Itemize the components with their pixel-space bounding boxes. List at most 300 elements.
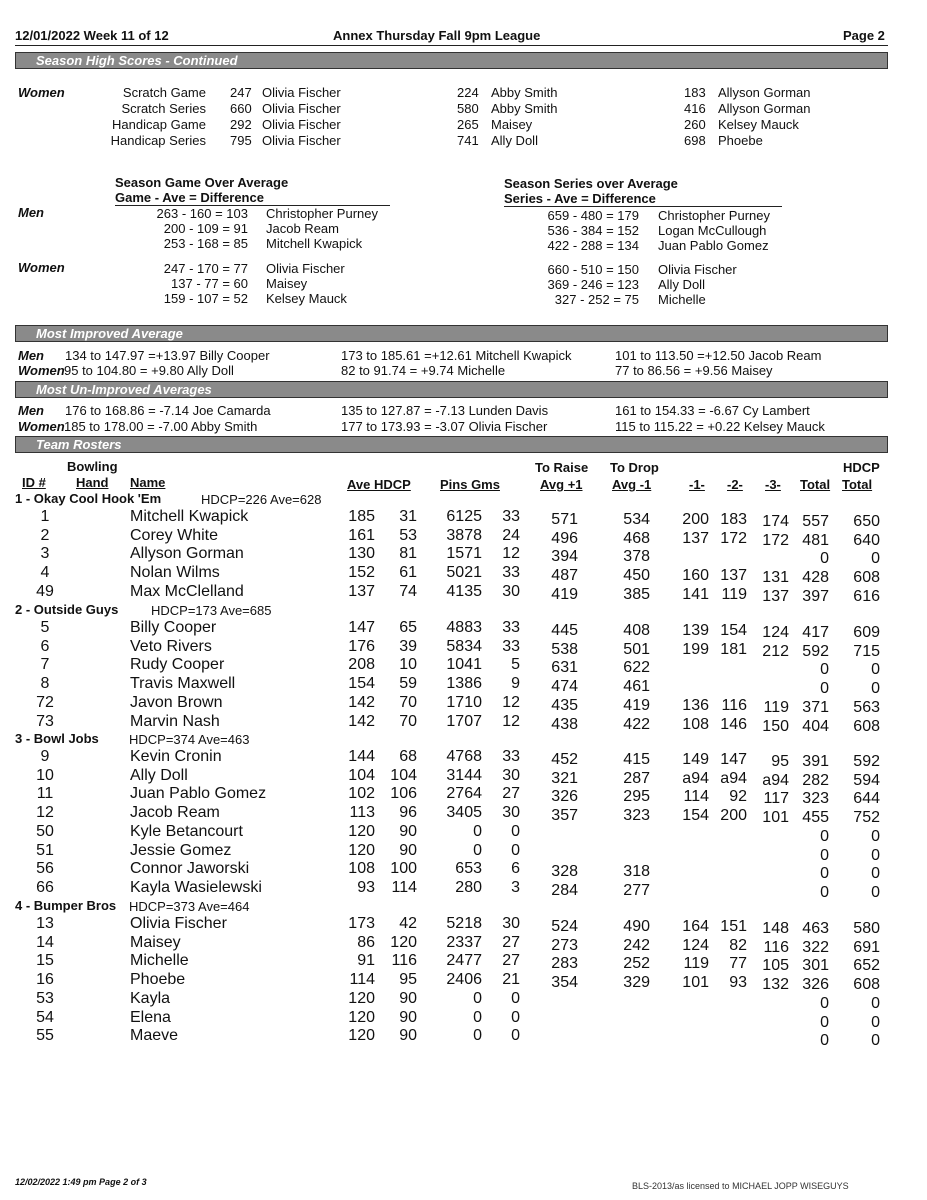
player-game2: 154 <box>720 622 747 639</box>
player-name: Kayla <box>130 989 171 1007</box>
player-game3: 148 <box>762 920 789 937</box>
player-pins: 3878 <box>446 526 482 544</box>
hdr-pins-gms: Pins Gms <box>440 477 500 492</box>
player-average: 120 <box>348 1027 375 1045</box>
player-pins: 280 <box>455 878 482 896</box>
player-to-drop: 242 <box>623 936 650 954</box>
player-name: Jacob Ream <box>130 804 220 822</box>
player-game3: 116 <box>763 938 789 956</box>
over-average-formula: 660 - 510 = 150 <box>547 262 639 277</box>
player-id: 14 <box>36 933 54 951</box>
season-high-score: 265 <box>457 117 479 132</box>
player-id: 73 <box>36 712 54 730</box>
improved-men-label: Men <box>18 348 44 363</box>
player-games: 6 <box>511 860 520 878</box>
player-game1: 119 <box>683 955 709 973</box>
improved-women-entry: 95 to 104.80 = +9.80 Ally Doll <box>64 363 234 378</box>
player-pins: 0 <box>473 989 482 1007</box>
player-total: 301 <box>802 957 829 975</box>
player-to-raise: 631 <box>551 659 578 677</box>
player-id: 49 <box>36 582 54 600</box>
player-name: Maeve <box>130 1027 179 1045</box>
player-to-raise: 571 <box>551 511 578 528</box>
player-hdcp: 90 <box>399 1008 417 1026</box>
player-hdcp: 61 <box>399 564 417 582</box>
player-hdcp: 74 <box>399 582 417 600</box>
player-id: 51 <box>36 841 54 859</box>
over-average-formula: 327 - 252 = 75 <box>554 292 639 307</box>
player-to-raise: 487 <box>551 567 578 585</box>
player-game2: 146 <box>720 715 747 733</box>
player-pins: 653 <box>455 860 482 878</box>
player-to-raise: 445 <box>551 622 578 639</box>
season-high-name: Phoebe <box>718 133 763 148</box>
player-game3: 137 <box>762 587 789 605</box>
player-game2: 116 <box>721 696 747 714</box>
player-hdcp-total: 0 <box>871 994 880 1012</box>
hdr-total: Total <box>800 477 831 492</box>
player-hdcp-total: 0 <box>871 661 880 679</box>
player-games: 0 <box>511 822 520 840</box>
player-pins: 1386 <box>446 675 482 693</box>
player-game2: 82 <box>729 936 747 954</box>
player-games: 12 <box>502 693 520 711</box>
player-average: 130 <box>348 545 375 563</box>
player-total: 0 <box>820 680 829 698</box>
player-average: 173 <box>348 915 375 932</box>
player-name: Phoebe <box>130 971 186 989</box>
player-name: Billy Cooper <box>130 619 217 636</box>
season-high-score: 260 <box>684 117 706 132</box>
player-average: 147 <box>348 619 375 636</box>
hdr-bowling: Bowling <box>67 459 118 474</box>
player-hdcp-total: 0 <box>871 846 880 864</box>
player-total: 0 <box>820 827 829 845</box>
over-average-name: Juan Pablo Gomez <box>658 238 769 253</box>
player-to-raise: 354 <box>551 974 578 992</box>
improved-men-entry: 101 to 113.50 =+12.50 Jacob Ream <box>615 348 822 363</box>
player-games: 21 <box>502 971 520 989</box>
team-title: 2 - Outside Guys <box>15 602 119 617</box>
player-to-drop: 385 <box>623 585 650 603</box>
season-high-category: Handicap Game <box>112 117 206 132</box>
player-pins: 1710 <box>446 693 482 711</box>
player-games: 12 <box>502 712 520 730</box>
player-to-raise: 524 <box>551 918 578 935</box>
player-game2: 92 <box>729 788 747 806</box>
player-total: 282 <box>802 771 829 789</box>
player-to-drop: 318 <box>623 863 650 881</box>
player-game1: 149 <box>682 751 709 768</box>
player-hdcp: 90 <box>399 989 417 1007</box>
player-games: 30 <box>502 804 520 822</box>
player-game1: 200 <box>682 511 709 528</box>
player-average: 113 <box>349 804 375 822</box>
player-hdcp-total: 594 <box>853 771 880 789</box>
player-hdcp-total: 715 <box>853 642 880 660</box>
player-id: 3 <box>40 545 50 563</box>
player-games: 5 <box>511 656 520 674</box>
player-total: 0 <box>820 1032 829 1050</box>
player-average: 152 <box>348 564 375 582</box>
player-name: Max McClelland <box>130 582 244 600</box>
player-total: 0 <box>820 865 829 883</box>
over-average-women-label: Women <box>18 260 65 275</box>
player-pins: 4768 <box>446 748 482 765</box>
player-hdcp: 100 <box>390 860 417 878</box>
season-high-score: 224 <box>457 85 479 100</box>
player-game3: 131 <box>762 569 789 587</box>
player-to-raise: 435 <box>551 696 578 714</box>
player-to-drop: 378 <box>623 548 650 566</box>
player-average: 120 <box>348 1008 375 1026</box>
player-to-drop: 450 <box>623 567 650 585</box>
player-game1: a94 <box>682 769 709 787</box>
over-average-name: Jacob Ream <box>266 221 339 236</box>
section-most-improved: Most Improved Average <box>15 325 888 342</box>
player-total: 371 <box>802 698 829 716</box>
player-total: 463 <box>802 920 829 937</box>
player-pins: 0 <box>473 1027 482 1045</box>
player-to-raise: 419 <box>551 585 578 603</box>
player-to-drop: 295 <box>623 788 650 806</box>
player-id: 5 <box>40 619 50 636</box>
player-pins: 4883 <box>446 619 482 636</box>
player-game1: 154 <box>682 807 709 825</box>
player-name: Jessie Gomez <box>130 841 232 859</box>
player-name: Nolan Wilms <box>130 564 220 582</box>
player-game1: 108 <box>682 715 709 733</box>
season-high-name: Maisey <box>491 117 533 132</box>
player-to-drop: 419 <box>623 696 650 714</box>
player-average: 176 <box>348 637 375 655</box>
player-games: 12 <box>502 545 520 563</box>
player-average: 208 <box>348 656 375 674</box>
over-average-men-label: Men <box>18 205 44 220</box>
season-high-score: 741 <box>457 133 479 148</box>
player-games: 30 <box>502 766 520 784</box>
player-hdcp: 70 <box>399 712 417 730</box>
player-average: 120 <box>348 822 375 840</box>
player-to-drop: 468 <box>623 529 650 547</box>
player-total: 557 <box>802 513 829 530</box>
player-id: 6 <box>40 637 50 655</box>
season-high-score: 292 <box>230 117 252 132</box>
player-game1: 199 <box>682 640 709 658</box>
player-games: 24 <box>502 526 520 544</box>
season-high-name: Olivia Fischer <box>262 85 341 100</box>
player-hdcp-total: 0 <box>871 883 880 901</box>
player-hdcp: 90 <box>399 822 417 840</box>
player-total: 417 <box>802 624 829 641</box>
season-high-score: 795 <box>230 133 252 148</box>
team-info: HDCP=173 Ave=685 <box>151 603 272 618</box>
player-average: 142 <box>348 712 375 730</box>
player-total: 592 <box>802 642 829 660</box>
player-average: 86 <box>357 933 375 951</box>
player-hdcp: 70 <box>399 693 417 711</box>
player-to-raise: 496 <box>551 529 578 547</box>
player-games: 27 <box>502 933 520 951</box>
player-hdcp: 59 <box>399 675 417 693</box>
player-total: 0 <box>820 883 829 901</box>
player-pins: 1571 <box>446 545 482 563</box>
improved-women-entry: 77 to 86.56 = +9.56 Maisey <box>615 363 773 378</box>
player-total: 481 <box>802 531 829 549</box>
player-hdcp-total: 691 <box>853 938 880 956</box>
player-hdcp: 95 <box>399 971 417 989</box>
player-pins: 2337 <box>446 933 482 951</box>
player-id: 1 <box>40 508 50 525</box>
player-game1: 160 <box>682 567 709 585</box>
player-hdcp-total: 609 <box>853 624 880 641</box>
unimproved-women-label: Women <box>18 419 65 434</box>
unimproved-men-entry: 176 to 168.86 = -7.14 Joe Camarda <box>65 403 271 418</box>
player-game1: 124 <box>682 936 709 954</box>
player-to-drop: 415 <box>623 751 650 768</box>
player-game2: 200 <box>720 807 747 825</box>
player-pins: 5834 <box>446 637 482 655</box>
player-to-raise: 394 <box>551 548 578 566</box>
player-games: 0 <box>511 989 520 1007</box>
player-hdcp: 106 <box>390 785 417 803</box>
player-hdcp-total: 0 <box>871 680 880 698</box>
player-game3: a94 <box>762 771 789 789</box>
player-id: 10 <box>36 766 54 784</box>
player-total: 391 <box>802 753 829 770</box>
player-name: Ally Doll <box>130 766 188 784</box>
player-name: Kayla Wasielewski <box>130 878 262 896</box>
player-average: 137 <box>348 582 375 600</box>
player-to-raise: 474 <box>551 678 578 696</box>
player-to-drop: 534 <box>623 511 650 528</box>
player-total: 397 <box>802 587 829 605</box>
player-hdcp-total: 0 <box>871 865 880 883</box>
player-hdcp-total: 608 <box>853 976 880 994</box>
player-games: 33 <box>502 564 520 582</box>
player-games: 0 <box>511 1008 520 1026</box>
player-hdcp: 53 <box>399 526 417 544</box>
player-name: Connor Jaworski <box>130 860 250 878</box>
player-id: 2 <box>40 526 50 544</box>
over-average-name: Olivia Fischer <box>658 262 737 277</box>
team-info: HDCP=226 Ave=628 <box>201 492 322 507</box>
player-total: 428 <box>802 569 829 587</box>
season-high-name: Allyson Gorman <box>718 85 811 100</box>
player-name: Veto Rivers <box>130 637 212 655</box>
season-high-category: Scratch Game <box>122 85 206 100</box>
player-to-drop: 277 <box>623 881 650 899</box>
player-to-raise: 284 <box>551 881 578 899</box>
player-game1: 101 <box>682 974 709 992</box>
player-name: Rudy Cooper <box>130 656 225 674</box>
over-average-name: Kelsey Mauck <box>266 291 347 306</box>
over-average-formula: 659 - 480 = 179 <box>547 208 639 223</box>
league-name: Annex Thursday Fall 9pm League <box>333 28 541 43</box>
player-pins: 2477 <box>446 952 482 970</box>
player-average: 185 <box>348 508 375 525</box>
player-hdcp: 39 <box>399 637 417 655</box>
player-to-raise: 326 <box>551 788 578 806</box>
season-high-name: Ally Doll <box>491 133 538 148</box>
over-average-formula: 159 - 107 = 52 <box>163 291 248 306</box>
player-total: 322 <box>802 938 829 956</box>
player-total: 0 <box>820 994 829 1012</box>
player-hdcp: 10 <box>399 656 417 674</box>
over-average-formula: 536 - 384 = 152 <box>547 223 639 238</box>
player-pins: 5218 <box>446 915 482 932</box>
player-game2: 172 <box>720 529 747 547</box>
hdr-game3: -3- <box>765 477 781 492</box>
footer-timestamp: 12/02/2022 1:49 pm Page 2 of 3 <box>15 1177 147 1187</box>
player-average: 104 <box>348 766 375 784</box>
player-to-drop: 501 <box>623 640 650 658</box>
season-high-name: Abby Smith <box>491 101 558 116</box>
player-hdcp-total: 0 <box>871 827 880 845</box>
player-id: 8 <box>40 675 50 693</box>
player-to-drop: 323 <box>623 807 650 825</box>
player-game1: 139 <box>682 622 709 639</box>
player-game3: 172 <box>762 531 789 549</box>
player-hdcp: 114 <box>391 878 417 896</box>
player-games: 27 <box>502 785 520 803</box>
player-to-raise: 357 <box>551 807 578 825</box>
player-to-drop: 422 <box>623 715 650 733</box>
player-to-drop: 490 <box>623 918 650 935</box>
game-over-average-sub: Game - Ave = Difference <box>115 190 264 205</box>
player-id: 66 <box>36 878 54 896</box>
hdr-game2: -2- <box>727 477 743 492</box>
player-game2: 147 <box>720 751 747 768</box>
over-average-name: Olivia Fischer <box>266 261 345 276</box>
series-over-average-sub: Series - Ave = Difference <box>504 191 656 206</box>
player-hdcp: 90 <box>399 1027 417 1045</box>
player-average: 154 <box>348 675 375 693</box>
player-game3: 212 <box>762 642 789 660</box>
player-total: 404 <box>802 717 829 735</box>
season-high-score: 580 <box>457 101 479 116</box>
player-hdcp: 96 <box>399 804 417 822</box>
player-game3: 132 <box>762 976 789 994</box>
player-game2: 93 <box>729 974 747 992</box>
player-hdcp-total: 0 <box>871 550 880 568</box>
player-id: 4 <box>40 564 50 582</box>
player-hdcp-total: 592 <box>853 753 880 770</box>
team-title: 4 - Bumper Bros <box>15 898 117 913</box>
player-average: 144 <box>348 748 375 765</box>
player-to-raise: 273 <box>551 936 578 954</box>
player-games: 27 <box>502 952 520 970</box>
player-id: 54 <box>36 1008 54 1026</box>
over-average-formula: 369 - 246 = 123 <box>547 277 639 292</box>
player-hdcp-total: 608 <box>853 717 880 735</box>
team-info: HDCP=373 Ave=464 <box>129 899 250 914</box>
player-hdcp-total: 580 <box>853 920 880 937</box>
player-game3: 174 <box>762 513 789 530</box>
player-id: 16 <box>36 971 54 989</box>
player-games: 33 <box>502 619 520 636</box>
player-id: 53 <box>36 989 54 1007</box>
player-pins: 2406 <box>446 971 482 989</box>
hdr-hdcp: HDCP <box>843 460 880 475</box>
series-over-average-title: Season Series over Average <box>504 176 678 191</box>
player-average: 161 <box>348 526 375 544</box>
player-game2: 181 <box>720 640 747 658</box>
player-id: 9 <box>40 748 50 765</box>
player-to-raise: 283 <box>551 955 578 973</box>
player-game3: 95 <box>771 753 789 770</box>
player-id: 13 <box>36 915 54 932</box>
player-average: 102 <box>348 785 375 803</box>
player-to-drop: 408 <box>623 622 650 639</box>
hdr-name: Name <box>130 475 166 490</box>
hdr-hdcp-total: Total <box>842 477 873 492</box>
player-id: 72 <box>36 693 54 711</box>
player-games: 9 <box>511 675 520 693</box>
hdr-to-raise: To Raise <box>535 460 589 475</box>
section-team-rosters: Team Rosters <box>15 436 888 453</box>
game-over-average-title: Season Game Over Average <box>115 175 289 190</box>
hdr-ave-hdcp: Ave HDCP <box>347 477 411 492</box>
over-average-name: Maisey <box>266 276 308 291</box>
section-most-unimproved: Most Un-Improved Averages <box>15 381 888 398</box>
player-hdcp: 90 <box>399 841 417 859</box>
improved-men-entry: 173 to 185.61 =+12.61 Mitchell Kwapick <box>341 348 572 363</box>
player-name: Mitchell Kwapick <box>130 508 249 525</box>
hdr-game1: -1- <box>689 477 705 492</box>
player-average: 142 <box>348 693 375 711</box>
player-total: 0 <box>820 661 829 679</box>
player-hdcp-total: 652 <box>853 957 880 975</box>
player-to-drop: 622 <box>623 659 650 677</box>
season-high-name: Abby Smith <box>491 85 558 100</box>
team-title: 3 - Bowl Jobs <box>15 731 99 746</box>
player-game3: 119 <box>763 698 789 716</box>
report-date-week: 12/01/2022 Week 11 of 12 <box>15 28 169 43</box>
player-game2: a94 <box>720 769 747 787</box>
player-name: Maisey <box>130 933 181 951</box>
hdr-hand: Hand <box>76 475 109 490</box>
season-high-women-label: Women <box>18 85 65 100</box>
over-average-formula: 247 - 170 = 77 <box>163 261 248 276</box>
over-average-formula: 422 - 288 = 134 <box>547 238 639 253</box>
player-hdcp-total: 644 <box>853 790 880 808</box>
player-average: 114 <box>349 971 375 989</box>
unimproved-men-entry: 135 to 127.87 = -7.13 Lunden Davis <box>341 403 549 418</box>
team-info: HDCP=374 Ave=463 <box>129 732 250 747</box>
improved-women-entry: 82 to 91.74 = +9.74 Michelle <box>341 363 506 378</box>
player-games: 33 <box>502 637 520 655</box>
over-average-formula: 263 - 160 = 103 <box>156 206 248 221</box>
player-id: 11 <box>36 785 54 803</box>
player-hdcp: 120 <box>390 933 417 951</box>
over-average-formula: 253 - 168 = 85 <box>163 236 248 251</box>
player-to-raise: 321 <box>551 769 578 787</box>
player-name: Kyle Betancourt <box>130 822 243 840</box>
unimproved-women-entry: 177 to 173.93 = -3.07 Olivia Fischer <box>341 419 548 434</box>
player-hdcp-total: 608 <box>853 569 880 587</box>
over-average-name: Mitchell Kwapick <box>266 236 363 251</box>
hdr-avg-minus: Avg -1 <box>612 477 652 492</box>
season-high-name: Olivia Fischer <box>262 101 341 116</box>
player-pins: 6125 <box>446 508 482 525</box>
player-to-drop: 287 <box>623 769 650 787</box>
player-game3: 124 <box>762 624 789 641</box>
player-hdcp-total: 650 <box>853 513 880 530</box>
unimproved-women-entry: 185 to 178.00 = -7.00 Abby Smith <box>64 419 258 434</box>
section-season-high: Season High Scores - Continued <box>15 52 888 69</box>
season-high-category: Handicap Series <box>110 133 206 148</box>
